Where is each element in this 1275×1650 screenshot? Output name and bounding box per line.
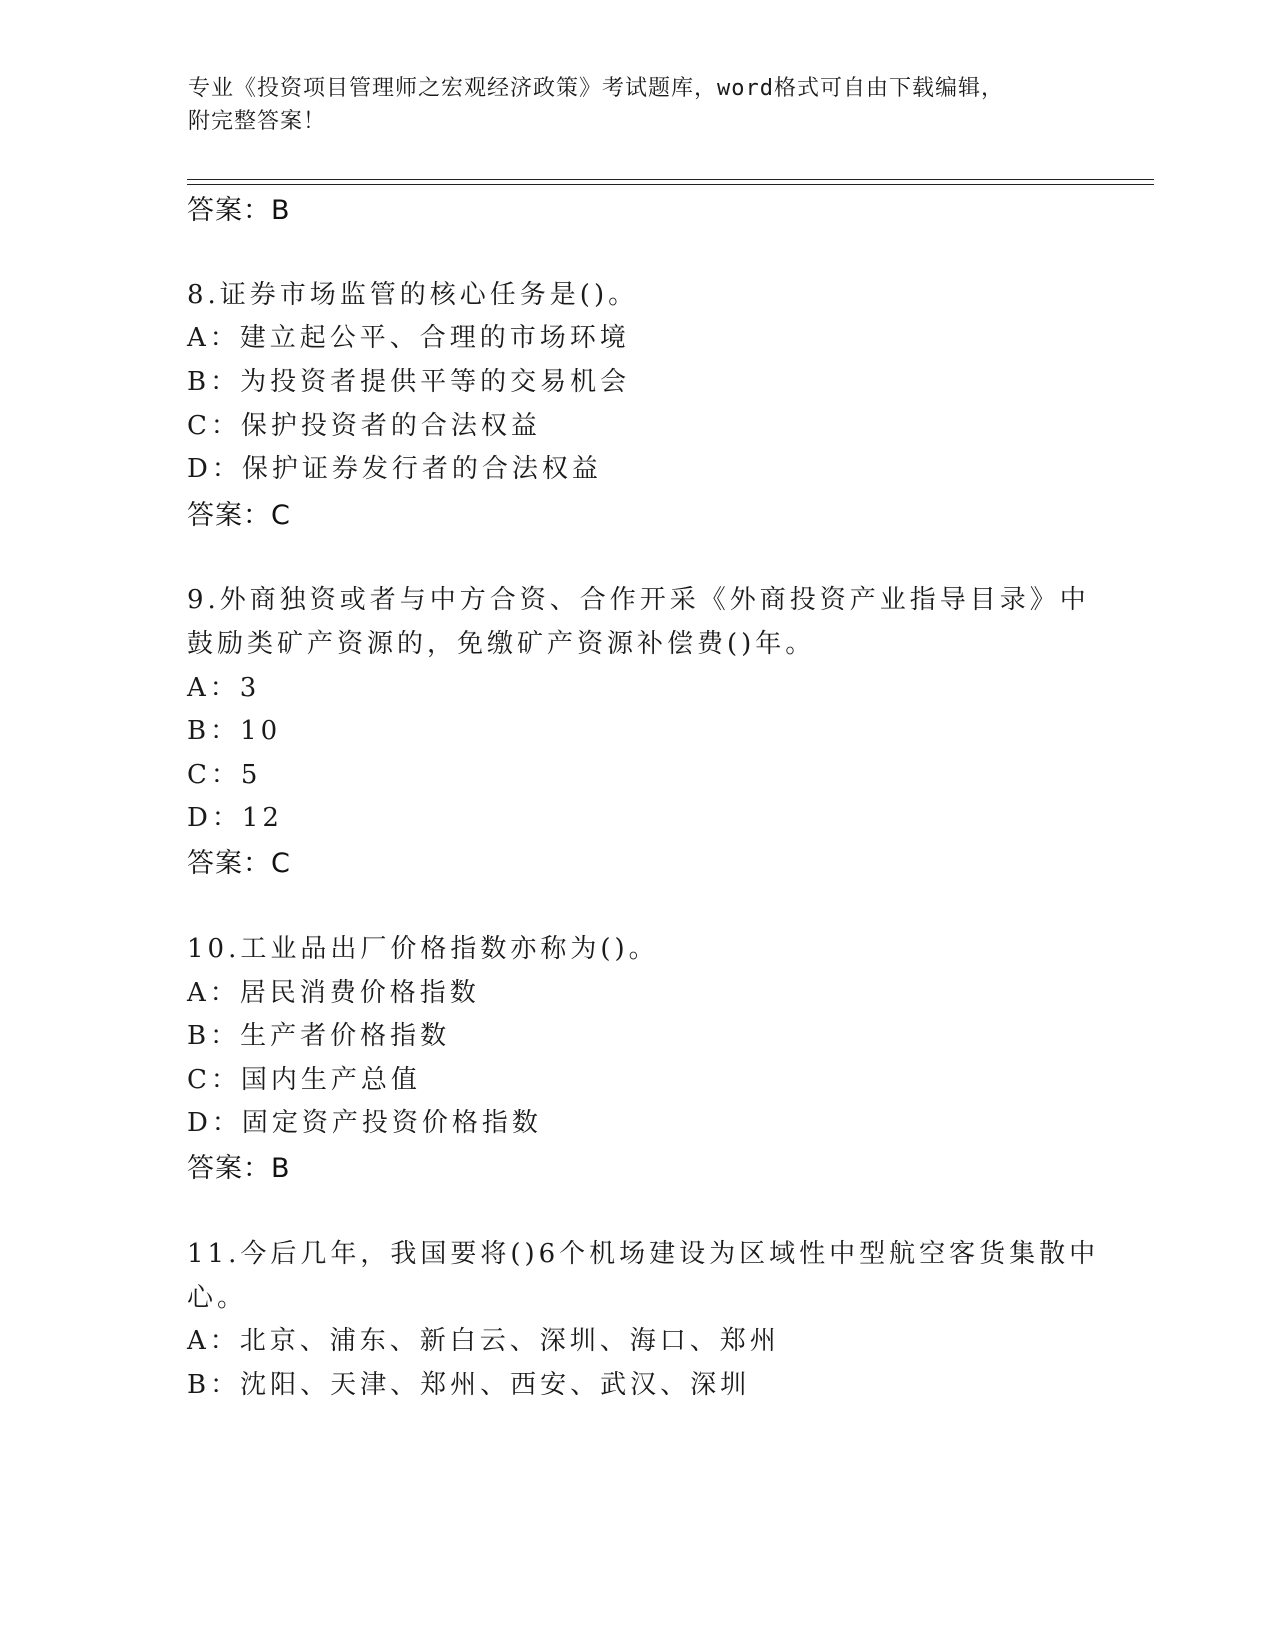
answer-line: 答案：C [187,500,291,531]
option-a: A：建立起公平、合理的市场环境 [187,323,630,353]
option-c: C：5 [187,760,262,790]
option-b: B：生产者价格指数 [187,1021,451,1051]
question-stem: 8.证券市场监管的核心任务是()。 [187,280,639,310]
option-a: A：3 [187,673,261,703]
question-stem: 9.外商独资或者与中方合资、合作开采《外商投资产业指导目录》中 [187,585,1090,615]
option-d: D：固定资产投资价格指数 [187,1108,542,1138]
header-line-1: 专业《投资项目管理师之宏观经济政策》考试题库，word格式可自由下载编辑， [188,76,1004,101]
option-b: B：10 [187,716,282,746]
option-b: B：沈阳、天津、郑州、西安、武汉、深圳 [187,1370,751,1400]
option-b: B：为投资者提供平等的交易机会 [187,367,631,397]
answer-line: 答案：C [187,848,291,879]
answer-line: 答案：B [187,1153,291,1184]
option-a: A：居民消费价格指数 [187,978,480,1008]
question-stem-continued: 鼓励类矿产资源的，免缴矿产资源补偿费()年。 [187,629,816,659]
document-header [188,72,1088,138]
question-stem-continued: 心。 [187,1283,248,1313]
option-d: D：保护证券发行者的合法权益 [187,454,602,484]
header-divider-bottom [187,184,1154,185]
option-a: A：北京、浦东、新白云、深圳、海口、郑州 [187,1326,780,1356]
option-c: C：保护投资者的合法权益 [187,411,541,441]
answer-line: 答案：B [187,195,291,226]
question-stem: 10.工业品出厂价格指数亦称为()。 [187,934,659,964]
question-stem: 11.今后几年，我国要将()6个机场建设为区域性中型航空客货集散中 [187,1239,1100,1269]
header-divider-top [187,179,1154,180]
header-line-2: 附完整答案！ [188,109,327,134]
option-c: C：国内生产总值 [187,1065,421,1095]
option-d: D：12 [187,803,283,833]
